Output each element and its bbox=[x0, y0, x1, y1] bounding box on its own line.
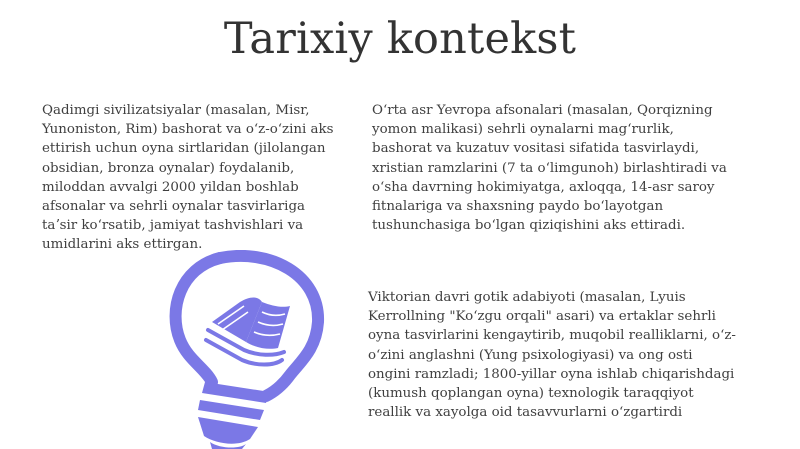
ancient-paragraph: Qadimgi sivilizatsiyalar (masalan, Misr, Yunoniston, Rim) bashorat va oʻz-oʻzini aks ettirish uchun oyna sirtlaridan (jilolangan obsidian, bronza oynalar) foydalanib, miloddan avvalgi 2000 yildan boshlab afsonalar va sehrli oynalar tasvirlariga taʼsir koʻrsatib, jamiyat tashvishlari va umidlarini aks ettirgan. bbox=[42, 103, 334, 253]
lightbulb-book-icon bbox=[150, 250, 370, 449]
medieval-paragraph: Oʻrta asr Yevropa afsonalari (masalan, Qorqizning yomon malikasi) sehrli oynalarni magʻrurlik, bashorat va kuzatuv vositasi sifatida tasvirlaydi, xristian ramzlarini (7 ta oʻlimgunoh) birlashtiradi va oʻsha davrning hokimiyatga, axloqqa, 14-asr saroy fitnalariga va shaxsning paydo boʻlayotgan tushunchasiga boʻlgan qiziqishini aks ettiradi. bbox=[372, 103, 727, 234]
slide-title: Tarixiy kontekst bbox=[223, 14, 577, 64]
victorian-paragraph: Viktorian davri gotik adabiyoti (masalan, Lyuis Kerrollning "Koʻzgu orqali" asari) va ertaklar sehrli oyna tasvirlarini kengaytirib, muqobil realliklarni, oʻz-oʻzini anglashni (Yung psixologiyasi) va ong osti ongini ramzladi; 1800-yillar oyna ishlab chiqarishdagi (kumush qoplangan oyna) texnologik taraqqiyot reallik va xayolga oid tasavvurlarni oʻzgartirdi bbox=[368, 290, 736, 421]
